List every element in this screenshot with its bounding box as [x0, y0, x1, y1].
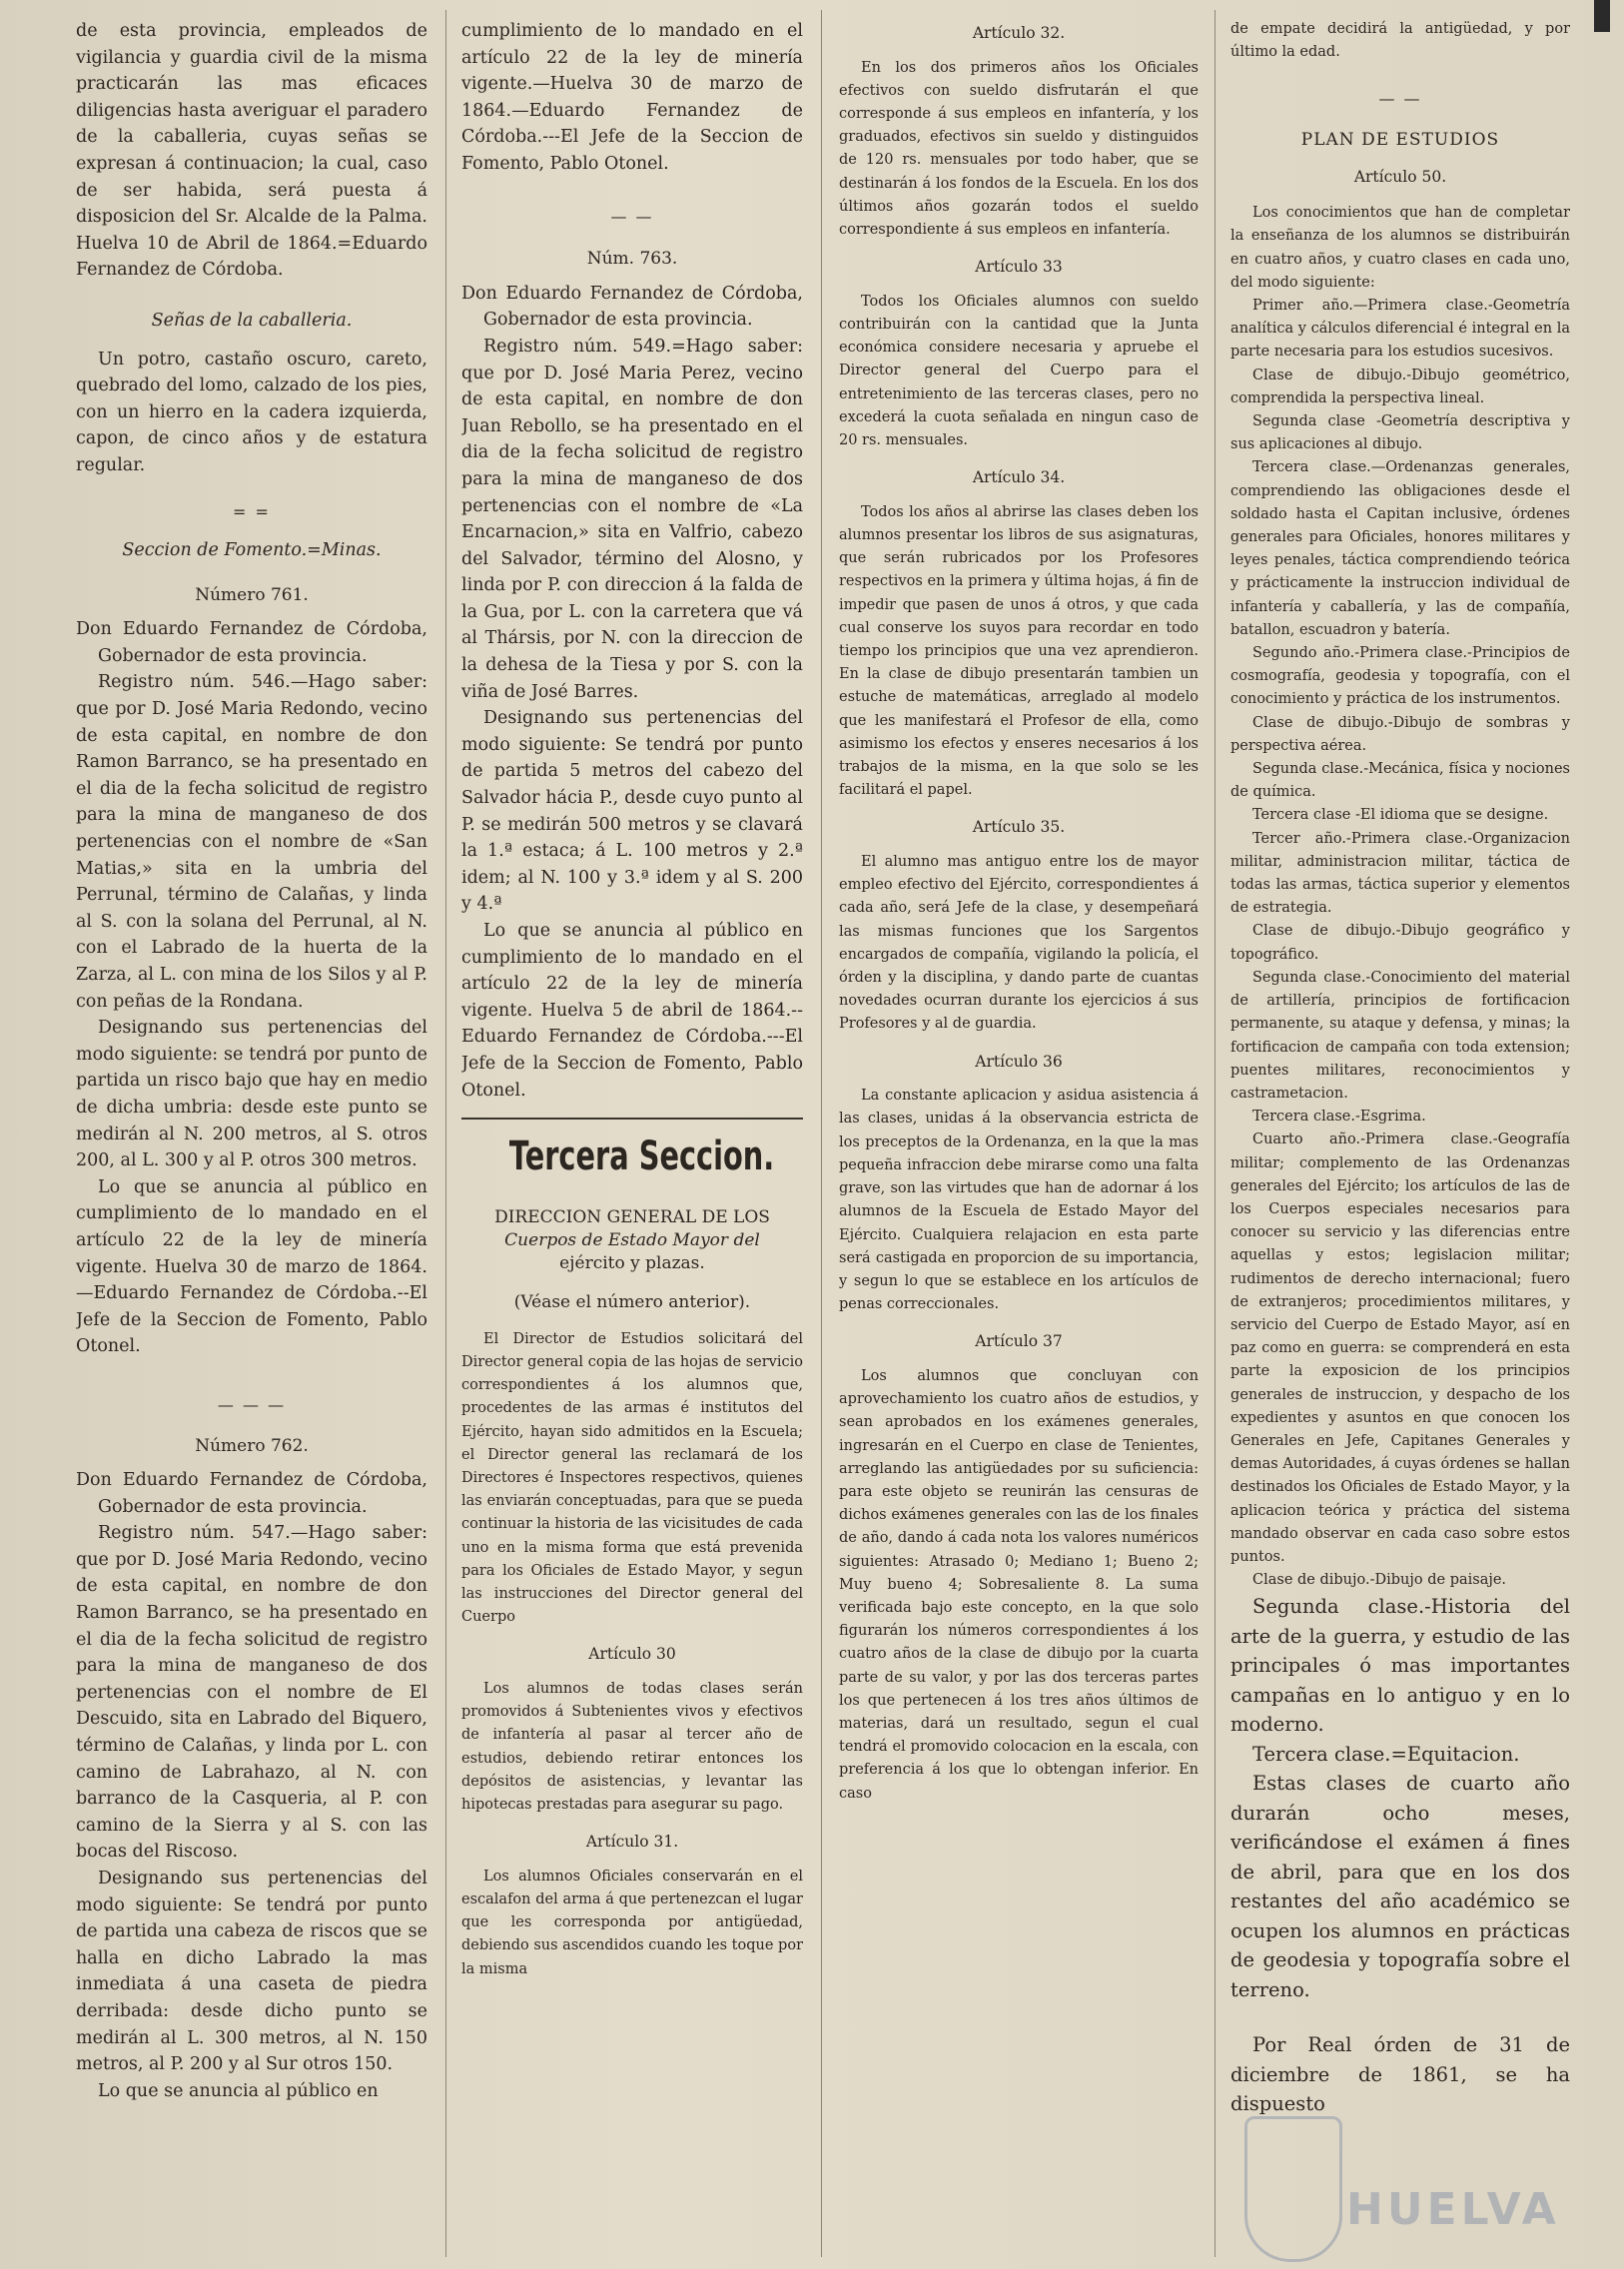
text-paragraph: Segunda clase.-Historia del arte de la guerra, y estudio de las principales ó mas importantes campañas en lo antiguo y en lo moderno. [1230, 1595, 1570, 1737]
heading-line: DIRECCION GENERAL DE LOS [494, 1206, 770, 1227]
text-paragraph: Los alumnos Oficiales conservarán en el escalafon del arma á que pertenezcan el lugar que les corresponda por antigüedad, debiendo sus ascendidos cuando les toque por la misma [461, 1868, 803, 1977]
article-title: Artículo 32. [972, 24, 1066, 42]
text-paragraph: El alumno mas antiguo entre los de mayor empleo efectivo del Ejército, correspondientes á cada año, será Jefe de la clase, y desempeñará las mismas funciones que los Sargentos encargados de compañía, vigilando la policía, el órden y la disciplina, y dando parte de cuantas novedades ocurran durante los ejercicios á sus Profesores y al de guardia. [839, 854, 1199, 1033]
text-paragraph: cumplimiento de lo mandado en el artículo 22 de la ley de minería vigente.—Huelva 30 de marzo de 1864.—Eduardo Fernandez de Córdoba.---El Jefe de la Seccion de Fomento, Pablo Otonel. [461, 21, 803, 174]
horizontal-rule [461, 1118, 803, 1120]
section-heading: Señas de la caballeria. [151, 310, 353, 331]
article-title: Artículo 33 [975, 258, 1063, 277]
text-paragraph: Todos los años al abrirse las clases deben los alumnos presentar los libros de sus asignaturas, que serán rubricados por los Profesores respectivos en la primera y última hojas, á fin de impedir que pasen de unos á otros, y que cada cual conserve los suyos para recordar en todo tiempo los principios que una vez aprendieron. En la clase de dibujo presentarán tambien un estuche de matemáticas, arreglado al modelo que les manifestará el Profesor de ella, como asimismo los efectos y enseres necesarios á los trabajos de la misma, en la que solo se les facilitará el papel. [839, 503, 1199, 799]
text-paragraph: Los alumnos que concluyan con aprovechamiento los cuatro años de estudios, y sean aprobados en los exámenes generales, ingresarán en el Cuerpo en clase de Tenientes, arreglando las antigüedades por su suficiencia: para este objeto se reunirán las censuras de dichos exámenes generales con las de los finales de año, dando á cada nota los valores numéricos siguientes: Atrasado 0; Mediano 1; Bueno 2; Muy bueno 4; Sobresaliente 8. La suma verificada bajo este concepto, en la que solo figurarán los números correspondientes á los cuatro años de la clase de dibujo por la cuarta parte de su valor, y por las dos terceras partes los que pertenecen á los tres años últimos de materias, dará un resultado, segun el cual tendrá el promovido colocacion en la escala, con preferencia á los que lo obtengan inferior. En caso [839, 1367, 1199, 1802]
plan-item: Segunda clase -Geometría descriptiva y sus aplicaciones al dibujo. [1230, 413, 1570, 453]
plan-item: Tercer año.-Primera clase.-Organizacion militar, administracion militar, táctica de todas las armas, táctica superior y elementos de estrategia. [1230, 830, 1570, 917]
article-title: Artículo 37 [975, 1332, 1063, 1351]
plan-item: Tercera clase.-Esgrima. [1252, 1109, 1426, 1126]
text-paragraph: de esta provincia, empleados de vigilancia y guardia civil de la misma practicarán las mas eficaces diligencias hasta averiguar el paradero de la caballeria, cuyas señas se expresan á continuacion; la cual, caso de ser habida, será puesta á disposicion del Sr. Alcalde de la Palma. Huelva 10 de Abril de 1864.=Eduardo Fernandez de Córdoba. [76, 21, 427, 281]
column-rule [1215, 10, 1216, 2257]
article-title: Artículo 36 [975, 1052, 1063, 1071]
text-paragraph: de empate decidirá la antigüedad, y por último la edad. [1230, 21, 1570, 61]
heading-line: Cuerpos de Estado Mayor del [504, 1229, 760, 1250]
plan-item: Tercera clase.—Ordenanzas generales, comprendiendo las obligaciones desde el soldado hasta el Capitan inclusive, órdenes generales para Oficiales, honores militares y leyes penales, táctica comprendiendo teórica y prácticamente la instruccion individual de infantería y caballería, y las de compañía, batallon, escuadron y batería. [1230, 459, 1570, 638]
separator: — — — [217, 1394, 287, 1414]
plan-item: Clase de dibujo.-Dibujo geométrico, comprendida la perspectiva lineal. [1230, 367, 1570, 406]
scan-marker [1594, 0, 1610, 32]
text-paragraph: Registro núm. 546.—Hago saber: que por D. José Maria Redondo, vecino de esta capital, en nombre de don Ramon Barranco, se ha presentado en el dia de la fecha solicitud de registro para la mina de manganeso de dos pertenencias con el nombre de «San Matias,» sita en la umbria del Perrunal, término de Calañas, y linda al S. con la solana del Perrunal, al N. con el Labrado de la huerta de la Zarza, al L. con mina de los Silos y al P. con peñas de la Rondana. [76, 672, 427, 1012]
plan-item: Clase de dibujo.-Dibujo de sombras y perspectiva aérea. [1230, 714, 1570, 754]
section-heading: Seccion de Fomento.=Minas. [122, 540, 382, 561]
archive-watermark [1236, 2112, 1560, 2262]
crest-icon [1244, 2116, 1342, 2262]
entry-author: Don Eduardo Fernandez de Córdoba, Gobernador de esta provincia. [76, 619, 427, 666]
column-3 [839, 18, 1199, 1806]
article-title: Artículo 30 [588, 1645, 676, 1664]
section-title: Tercera Seccion. [508, 1134, 775, 1180]
plan-item: Tercera clase -El idioma que se designe. [1252, 807, 1549, 824]
text-paragraph: La constante aplicacion y asidua asistencia á las clases, unidas á la observancia estricta de los preceptos de la Ordenanza, en la que la mas pequeña infraccion debe mirarse como una falta grave, son las virtudes que han de adornar á los alumnos de la Escuela de Estado Mayor del Ejército. Cualquiera relajacion en esta parte será castigada en proporcion de su importancia, y segun lo que se establece en los artículos de penas correccionales. [839, 1088, 1199, 1313]
text-paragraph: En los dos primeros años los Oficiales efectivos con sueldo disfrutarán el que corresponde á sus empleos en infantería, y los graduados, efectivos sin sueldo y distinguidos de 120 rs. mensuales por todo haber, que se destinarán á los fondos de la Escuela. En los dos últimos años gozarán todos el sueldo correspondiente á sus empleos en infantería. [839, 59, 1199, 239]
text-paragraph: Lo que se anuncia al público en cumplimiento de lo mandado en el artículo 22 de la ley de minería vigente. Huelva 30 de marzo de 1864.—Eduardo Fernandez de Córdoba.--El Jefe de la Seccion de Fomento, Pablo Otonel. [76, 1176, 427, 1357]
text-paragraph: Registro núm. 549.=Hago saber: que por D. José Maria Perez, vecino de esta capital, en nombre de don Juan Rebollo, se ha presentado en el dia de la fecha solicitud de registro para la mina de manganeso de dos pertenencias con el nombre de «La Encarnacion,» sita en Valfrio, cabezo del Salvador, término del Alosno, y linda por P. con direccion á la falda de la Gua, por L. con la carretera que vá al Thársis, por N. con la direccion de la dehesa de la Tiesa y por S. con la viña de José Barres. [461, 336, 803, 702]
article-title: Artículo 34. [972, 468, 1066, 487]
entry-author: Don Eduardo Fernandez de Córdoba, Gobernador de esta provincia. [461, 283, 803, 331]
heading-line: ejército y plazas. [559, 1252, 705, 1273]
column-rule [445, 10, 446, 2257]
text-paragraph: Designando sus pertenencias del modo siguiente: Se tendrá por punto de partida 5 metros del cabezo del Salvador hácia P., desde cuyo punto al P. se medirán 500 metros y se clavará la 1.ª estaca; á L. 100 metros y 2.ª idem; al N. 100 y 3.ª idem y al S. 200 y 4.ª [461, 708, 803, 915]
section-heading: PLAN DE ESTUDIOS [1300, 130, 1500, 150]
text-paragraph: Todos los Oficiales alumnos con sueldo contribuirán con la cantidad que la Junta económica considere necesaria y apruebe el Director general del Cuerpo para el entretenimiento de las terceras clases, pero no excederá la cuota señalada en ningun caso de 20 rs. mensuales. [839, 293, 1199, 449]
plan-item: Segunda clase.-Conocimiento del material de artillería, principios de fortificacion permanente, su ataque y defensa, y minas; la fortificacion de campaña con toda extension; puentes militares, reconocimientos y castrametacion. [1230, 969, 1570, 1102]
plan-item: Clase de dibujo.-Dibujo de paisaje. [1252, 1572, 1507, 1589]
text-paragraph: Los conocimientos que han de completar la enseñanza de los alumnos se distribuirán en cuatro años, y cuatro clases en cada uno, del modo siguiente: [1230, 205, 1570, 291]
text-paragraph: Un potro, castaño oscuro, careto, quebrado del lomo, calzado de los pies, con un hierro en la cadera izquierda, capon, de cinco años y de estatura regular. [76, 349, 427, 475]
plan-item: Segunda clase.-Mecánica, física y nociones de química. [1230, 761, 1570, 801]
text-paragraph: Designando sus pertenencias del modo siguiente: Se tendrá por punto de partida una cabeza de riscos que se halla en dicho Labrado la mas inmediata á una caseta de piedra derribada: desde dicho punto se medirán al L. 300 metros, al N. 150 metros, al P. 200 y al Sur otros 150. [76, 1869, 427, 2075]
text-paragraph: Tercera clase.=Equitacion. [1252, 1742, 1520, 1766]
entry-author: Don Eduardo Fernandez de Córdoba, Gobernador de esta provincia. [76, 1470, 427, 1517]
article-title: Artículo 35. [972, 818, 1066, 837]
text-paragraph: Estas clases de cuarto año durarán ocho meses, verificándose el exámen á fines de abril, para que en los dos restantes del año académico se ocupen los alumnos en prácticas de geodesia y topografía sobre el terreno. [1230, 1772, 1570, 2001]
plan-item: Clase de dibujo.-Dibujo geográfico y topográfico. [1230, 923, 1570, 963]
watermark-text: HUELVA [1346, 2184, 1560, 2235]
text-paragraph: Registro núm. 547.—Hago saber: que por D. José Maria Redondo, vecino de esta capital, en nombre de don Ramon Barranco, se ha presentado en el dia de la fecha solicitud de registro para la mina de manganeso de dos pertenencias con el nombre de El Descuido, sita en Labrado del Biquero, término de Calañas, y linda por L. con camino de Labrahazo, al N. con barranco de la Casqueria, al P. con camino de la Sierra y al S. con las bocas del Riscoso. [76, 1523, 427, 1863]
entry-number: Número 761. [195, 584, 309, 605]
separator: = = [233, 501, 271, 521]
entry-number: Número 762. [195, 1435, 309, 1456]
note: (Véase el número anterior). [513, 1291, 751, 1312]
text-paragraph: Los alumnos de todas clases serán promovidos á Subtenientes vivos y efectivos de infantería al pasar al tercer año de estudios, debiendo retirar entonces los depósitos de asistencias, y levantar las hipotecas prestadas para asegurar su pago. [461, 1680, 803, 1813]
separator: — — [610, 206, 654, 226]
article-title: Artículo 31. [585, 1833, 679, 1852]
text-paragraph: El Director de Estudios solicitará del Director general copia de las hojas de servicio correspondientes á los alumnos que, procedentes de las armas é institutos del Ejército, hayan sido admitidos en la Escuela; el Director general las reclamará de los Directores é Inspectores respectivos, quienes las enviarán conceptuadas, para que se pueda continuar la historia de las vicisitudes de cada uno en la misma forma que está prevenida para los Oficiales de Estado Mayor, y segun las instrucciones del Director general del Cuerpo [461, 1330, 803, 1626]
text-paragraph: Lo que se anuncia al público en [98, 2080, 379, 2101]
text-paragraph: Lo que se anuncia al público en cumplimiento de lo mandado en el artículo 22 de la ley de minería vigente. Huelva 5 de abril de 1864.--Eduardo Fernandez de Córdoba.---El Jefe de la Seccion de Fomento, Pablo Otonel. [461, 921, 803, 1101]
text-paragraph: Designando sus pertenencias del modo siguiente: se tendrá por punto de partida un risco bajo que hay en medio de dicha umbria: desde este punto se medirán al N. 200 metros, al S. otros 200, al L. 300 y al P. otros 300 metros. [76, 1018, 427, 1171]
separator: — — [1378, 89, 1422, 109]
column-2 [461, 18, 803, 1981]
text-paragraph: Por Real órden de 31 de diciembre de 1861, se ha dispuesto [1230, 2033, 1570, 2116]
entry-number: Núm. 763. [586, 249, 678, 270]
column-1 [76, 18, 427, 2104]
article-title: Artículo 50. [1353, 167, 1447, 186]
column-rule [821, 10, 822, 2257]
plan-item: Primer año.—Primera clase.-Geometría analítica y cálculos diferencial é integral en la parte necesaria para los estudios sucesivos. [1230, 298, 1570, 361]
column-4 [1230, 18, 1570, 2119]
plan-item: Cuarto año.-Primera clase.-Geografía militar; complemento de las Ordenanzas generales del Ejército; los artículos de las de los Cuerpos especiales necesarios para conocer su servicio y las diferencias entre aquellas y estos; legislacion militar; rudimentos de derecho internacional; fuero de extranjeros; procedimientos militares, y servicio del Cuerpo de Estado Mayor, así en paz como en guerra: se comprenderá en esta parte la exposicion de los principios generales de instruccion, y despacho de los expedientes y asuntos en que conocen los Generales en Jefe, Capitanes Generales y demas Autoridades, á cuyas órdenes se hallan destinados los Oficiales de Estado Mayor, y la aplicacion teórica y práctica del sistema mandado observar en cada caso sobre estos puntos. [1230, 1132, 1570, 1565]
plan-item: Segundo año.-Primera clase.-Principios de cosmografía, geodesia y topografía, con el conocimiento y práctica de los instrumentos. [1230, 645, 1570, 708]
